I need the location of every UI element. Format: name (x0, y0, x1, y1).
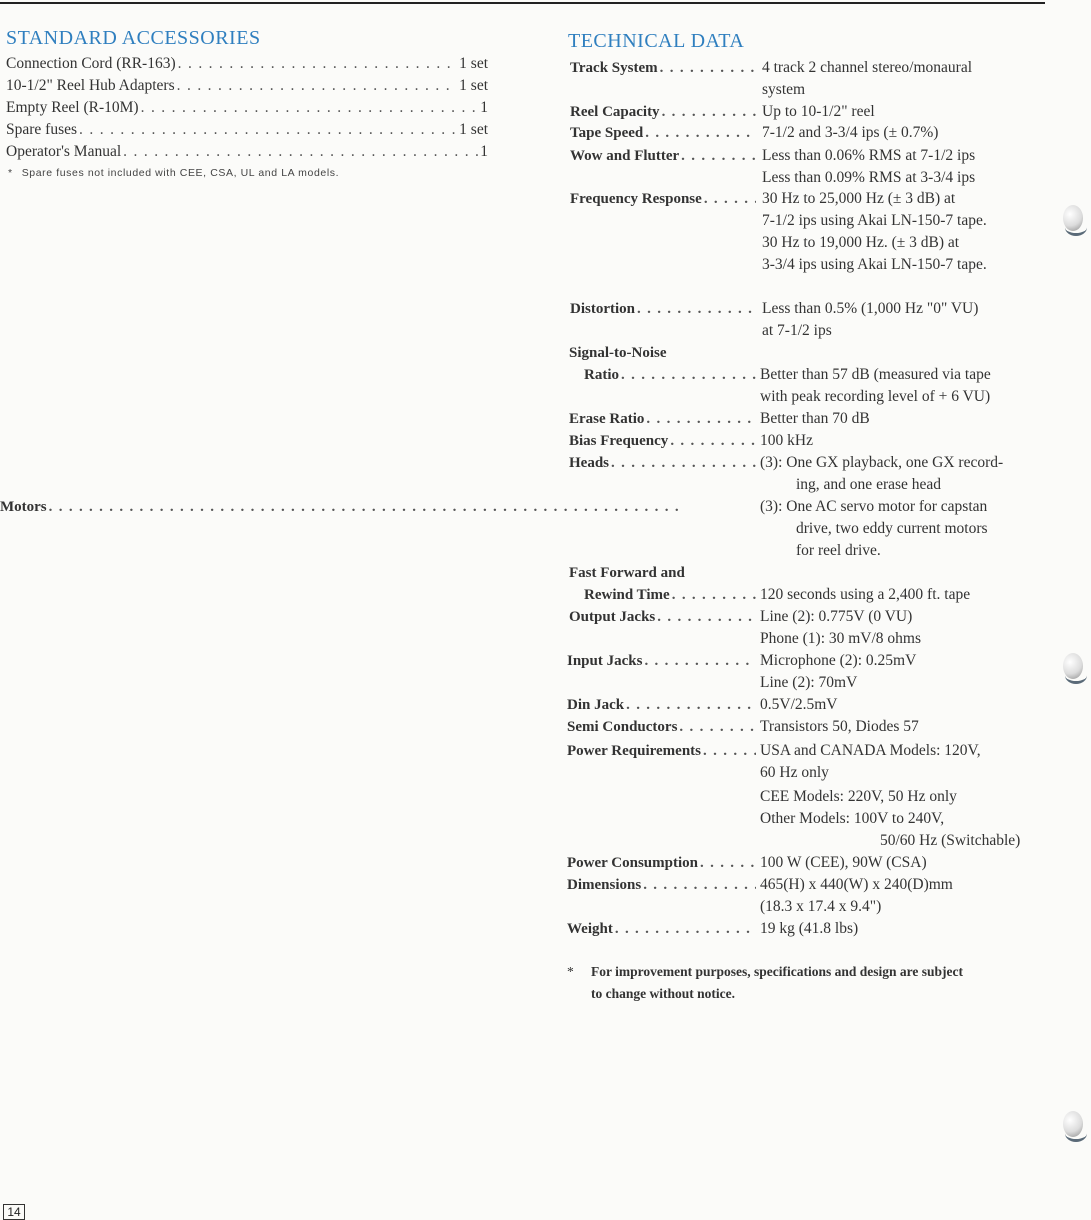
note-text: Spare fuses not included with CEE, CSA, UL and LA models. (21, 167, 340, 179)
spec-value: USA and CANADA Models: 120V, (760, 742, 981, 759)
top-rule (0, 2, 1045, 4)
accessory-qty: 1 set (459, 121, 488, 138)
accessory-name: Operator's Manual (6, 143, 122, 160)
spec-label: Dimensions . . . (567, 874, 757, 896)
leader-dots (626, 694, 756, 716)
accessory-name: 10-1/2" Reel Hub Adapters (6, 77, 175, 94)
spec-value: (18.3 x 17.4 x 9.4") (760, 898, 882, 915)
spec-value: Better than 70 dB (760, 410, 870, 427)
spec-value: Phone (1): 30 mV/8 ohms (760, 630, 922, 647)
leader-dots (615, 918, 756, 940)
accessory-qty: 1 set (459, 55, 488, 72)
spec-value: 30 Hz to 25,000 Hz (± 3 dB) at (762, 190, 956, 207)
spec-label: Erase Ratio . . . (569, 408, 757, 430)
leader-dots (178, 53, 458, 75)
spec-value: for reel drive. (796, 542, 881, 559)
spec-value: CEE Models: 220V, 50 Hz only (760, 788, 957, 805)
punch-hole-mark (1063, 1111, 1083, 1137)
leader-dots (662, 101, 756, 123)
leader-dots (621, 364, 756, 386)
spec-value: Up to 10-1/2" reel (762, 103, 875, 120)
standard-accessories-title: STANDARD ACCESSORIES (6, 27, 261, 49)
spec-label: Rewind Time . . . (584, 584, 757, 606)
spec-value: 3-3/4 ips using Akai LN-150-7 tape. (762, 256, 987, 273)
spec-label: Power Consumption . . . (567, 852, 757, 874)
spec-value: 50/60 Hz (Switchable) (880, 832, 1021, 849)
leader-dots (644, 650, 756, 672)
spec-label: Weight . . . (567, 918, 757, 940)
spec-value: 4 track 2 channel stereo/monaural (762, 59, 973, 76)
leader-dots (672, 584, 756, 606)
spec-value: Transistors 50, Diodes 57 (760, 718, 919, 735)
leader-dots (177, 75, 458, 97)
accessory-qty: 1 set (459, 77, 488, 94)
spec-label: Output Jacks . . . (569, 606, 757, 628)
spec-value: ing, and one erase head (796, 476, 942, 493)
spec-label: Distortion . . . (570, 298, 757, 320)
spec-value: 100 W (CEE), 90W (CSA) (760, 854, 927, 871)
spec-value: Less than 0.09% RMS at 3-3/4 ips (762, 169, 976, 186)
spec-label: Fast Forward and (569, 565, 685, 581)
spec-label: Wow and Flutter . . . (570, 145, 757, 167)
accessory-item (6, 141, 488, 163)
accessory-qty: 1 (480, 99, 488, 116)
spec-value: Line (2): 70mV (760, 674, 858, 691)
note-marker: * (8, 167, 13, 179)
spec-label: Ratio . . . (584, 364, 757, 386)
leader-dots (681, 145, 756, 167)
punch-hole-mark (1063, 653, 1083, 679)
spec-label: Frequency Response . . . (570, 188, 757, 210)
spec-label: Reel Capacity . . . (570, 101, 757, 123)
accessory-item (6, 75, 488, 97)
accessories-note (8, 167, 339, 179)
leader-dots (660, 57, 756, 79)
leader-dots (123, 141, 478, 163)
leader-dots (704, 188, 756, 210)
spec-value: Other Models: 100V to 240V, (760, 810, 945, 827)
spec-label: Tape Speed . . . (570, 122, 757, 144)
spec-value: with peak recording level of + 6 VU) (760, 388, 991, 405)
leader-dots (645, 122, 756, 144)
leader-dots (637, 298, 756, 320)
footnote-line-2: to change without notice. (591, 986, 735, 1001)
leader-dots (646, 408, 756, 430)
spec-value: 0.5V/2.5mV (760, 696, 838, 713)
spec-label: Signal-to-Noise (569, 345, 667, 361)
spec-value: system (762, 81, 806, 98)
spec-value: (3): One AC servo motor for capstan (760, 498, 988, 515)
spec-value: Less than 0.06% RMS at 7-1/2 ips (762, 147, 976, 164)
spec-value: 30 Hz to 19,000 Hz. (± 3 dB) at (762, 234, 960, 251)
accessory-name: Connection Cord (RR-163) (6, 55, 176, 72)
technical-data-title: TECHNICAL DATA (568, 30, 745, 52)
accessory-qty: 1 (480, 143, 488, 160)
leader-dots (79, 119, 457, 141)
punch-hole-mark (1063, 205, 1083, 231)
spec-label: Semi Conductors . . . (567, 716, 757, 738)
page-number: 14 (3, 1204, 25, 1220)
spec-value: Microphone (2): 0.25mV (760, 652, 917, 669)
spec-value: 7-1/2 and 3-3/4 ips (± 0.7%) (762, 124, 939, 141)
leader-dots (141, 97, 479, 119)
accessory-item (6, 119, 488, 141)
spec-value: 7-1/2 ips using Akai LN-150-7 tape. (762, 212, 987, 229)
spec-value: 19 kg (41.8 lbs) (760, 920, 859, 937)
spec-label: Bias Frequency . . . (569, 430, 757, 452)
leader-dots (670, 430, 756, 452)
spec-label: Track System . . . (570, 57, 757, 79)
spec-value: drive, two eddy current motors (796, 520, 988, 537)
spec-value: Less than 0.5% (1,000 Hz "0" VU) (762, 300, 979, 317)
spec-label: Din Jack . . . (567, 694, 757, 716)
accessory-name: Empty Reel (R-10M) (6, 99, 139, 116)
spec-value: 465(H) x 440(W) x 240(D)mm (760, 876, 953, 893)
spec-value: Line (2): 0.775V (0 VU) (760, 608, 913, 625)
footnote-line-1: For improvement purposes, specifications and design are subject (591, 964, 964, 979)
spec-value: (3): One GX playback, one GX record- (760, 454, 1004, 471)
spec-label: Motors . . . (0, 496, 757, 518)
spec-label: Input Jacks . . . (567, 650, 757, 672)
spec-value: 120 seconds using a 2,400 ft. tape (760, 586, 971, 603)
leader-dots (700, 852, 756, 874)
spec-value: 100 kHz (760, 432, 813, 449)
spec-value: 60 Hz only (760, 764, 829, 781)
spec-value: at 7-1/2 ips (762, 322, 832, 339)
spec-value: Better than 57 dB (measured via tape (760, 366, 991, 383)
leader-dots (679, 716, 756, 738)
leader-dots (49, 496, 756, 518)
accessory-item (6, 53, 488, 75)
spec-label: Power Requirements . . . (567, 740, 757, 762)
accessories-list (6, 53, 488, 163)
footnote-marker: * (567, 964, 574, 979)
accessory-item (6, 97, 488, 119)
leader-dots (643, 874, 756, 896)
leader-dots (703, 740, 756, 762)
leader-dots (611, 452, 756, 474)
spec-label: Heads . . . (569, 452, 757, 474)
accessory-name: Spare fuses (6, 121, 78, 138)
leader-dots (657, 606, 756, 628)
